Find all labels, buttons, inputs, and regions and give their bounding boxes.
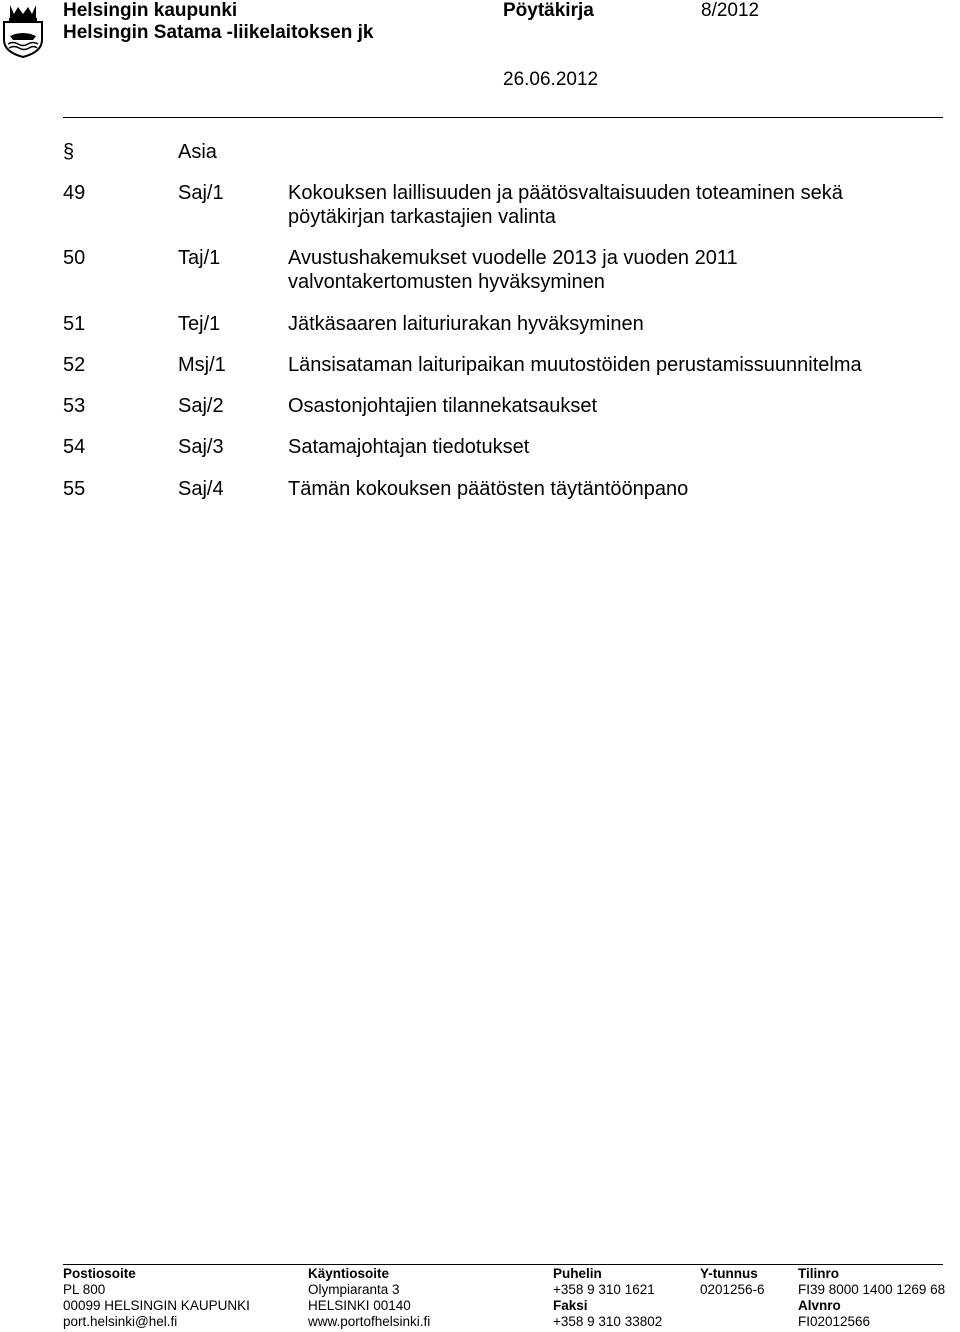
item-number: 51 [63,313,86,335]
item-code: Msj/1 [178,354,226,376]
footer-account [798,1266,945,1330]
item-number: 52 [63,354,86,376]
footer-phone [553,1266,662,1330]
account-number: FI39 8000 1400 1269 68 [798,1282,946,1297]
footer-visiting-address [308,1266,430,1330]
helsinki-coat-of-arms-icon [0,0,46,58]
footer-postal-address [63,1266,250,1330]
business-id-label: Y-tunnus [700,1266,758,1281]
vat-label: Alvnro [798,1298,841,1313]
visiting-address-line: HELSINKI 00140 [308,1298,411,1313]
item-number: 53 [63,395,86,417]
footer-business-id [700,1266,765,1298]
item-number: 55 [63,478,86,500]
fax-label: Faksi [553,1298,588,1313]
organization-unit: Helsingin Satama -liikelaitoksen jk [63,22,374,43]
header-divider [63,117,943,118]
item-number: 50 [63,247,86,269]
phone-label: Puhelin [553,1266,602,1281]
item-title: Satamajohtajan tiedotukset [288,436,530,458]
item-title: Tämän kokouksen päätösten täytäntöönpano [288,478,689,500]
postal-address-line: PL 800 [63,1282,106,1297]
website-address: www.portofhelsinki.fi [308,1314,431,1329]
postal-address-line: 00099 HELSINGIN KAUPUNKI [63,1298,250,1313]
document-date: 26.06.2012 [503,69,599,90]
account-label: Tilinro [798,1266,840,1281]
document-number: 8/2012 [701,0,760,21]
visiting-address-label: Käyntiosoite [308,1266,390,1281]
email-address: port.helsinki@hel.fi [63,1314,178,1329]
item-title: Kokouksen laillisuuden ja päätösvaltaisuuden toteaminen sekä pöytäkirjan tarkastajien valinta [288,182,843,228]
vat-number: FI02012566 [798,1314,871,1329]
item-number: 54 [63,436,86,458]
item-code: Taj/1 [178,247,221,269]
item-title: Länsisataman laituripaikan muutostöiden perustamissuunnitelma [288,354,862,376]
business-id-value: 0201256-6 [700,1282,765,1297]
postal-address-label: Postiosoite [63,1266,136,1281]
item-code: Saj/3 [178,436,224,458]
item-title: Avustushakemukset vuodelle 2013 ja vuoden 2011 valvontakertomusten hyväksyminen [288,247,738,293]
item-code: Tej/1 [178,313,221,335]
visiting-address-line: Olympiaranta 3 [308,1282,400,1297]
item-code: Saj/2 [178,395,224,417]
item-title: Osastonjohtajien tilannekatsaukset [288,395,598,417]
organization-name: Helsingin kaupunki [63,0,238,21]
subject-column-label: Asia [178,141,217,163]
item-title: Jätkäsaaren laituriurakan hyväksyminen [288,313,644,335]
item-number: 49 [63,182,86,204]
item-code: Saj/4 [178,478,224,500]
phone-number: +358 9 310 1621 [553,1282,655,1297]
document-type: Pöytäkirja [503,0,594,21]
section-mark: § [63,141,75,163]
fax-number: +358 9 310 33802 [553,1314,663,1329]
footer-divider [63,1264,943,1265]
item-code: Saj/1 [178,182,224,204]
